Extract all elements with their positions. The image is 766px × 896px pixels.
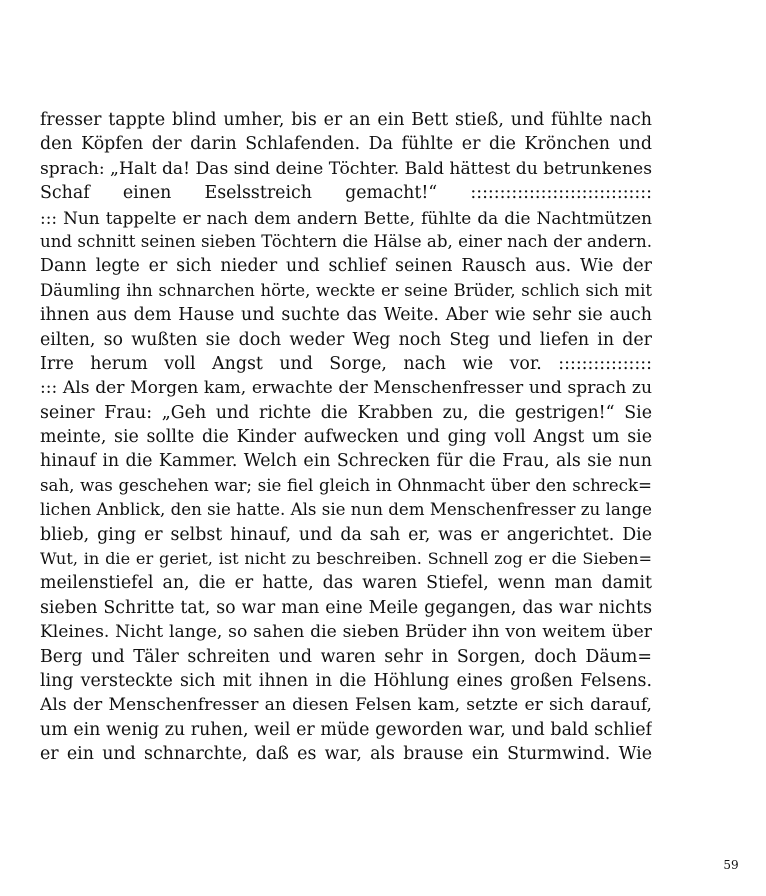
text-line: ::: Nun tappelte er nach dem andern Bette, fühlte da die Nachtmützen <box>40 207 652 228</box>
text-line: sah, was geschehen war; sie fiel gleich in Ohnmacht über den schreck= <box>40 475 652 495</box>
page-number: 59 <box>723 858 739 872</box>
text-line: meilenstiefel an, die er hatte, das waren Stiefel, wenn man damit <box>40 573 652 594</box>
text-line: ling versteckte sich mit ihnen in die Höhlung eines großen Felsens. <box>40 670 652 691</box>
text-line: ihnen aus dem Hause und suchte das Weite. Aber wie sehr sie auch <box>40 305 652 326</box>
text-line: Däumling ihn schnarchen hörte, weckte er seine Brüder, schlich sich mit <box>40 280 652 300</box>
text-line: Wut, in die er geriet, ist nicht zu beschreiben. Schnell zog er die Sieben= <box>40 549 652 569</box>
body-text <box>40 108 652 767</box>
text-line: sieben Schritte tat, so war man eine Meile gegangen, das war nichts <box>40 597 652 618</box>
text-line: Dann legte er sich nieder und schlief seinen Rausch aus. Wie der <box>40 256 652 277</box>
text-line: lichen Anblick, den sie hatte. Als sie nun dem Menschenfresser zu lange <box>40 500 652 520</box>
text-line: fresser tappte blind umher, bis er an ein Bett stieß, und fühlte nach <box>40 110 652 130</box>
text-line: ::: Als der Morgen kam, erwachte der Menschenfresser und sprach zu <box>40 378 652 399</box>
text-line: Irre herum voll Angst und Sorge, nach wie vor. :::::::::::::::: <box>40 353 652 374</box>
text-line: und schnitt seinen sieben Töchtern die Hälse ab, einer nach der andern. <box>40 231 652 251</box>
text-line: Als der Menschenfresser an diesen Felsen kam, setzte er sich darauf, <box>40 695 652 716</box>
text-line: Berg und Täler schreiten und waren sehr in Sorgen, doch Däum= <box>40 646 652 667</box>
text-line: seiner Frau: „Geh und richte die Krabben zu, die gestrigen!“ Sie <box>40 402 652 423</box>
text-line: eilten, so wußten sie doch weder Weg noch Steg und liefen in der <box>40 329 652 350</box>
text-line: sprach: „Halt da! Das sind deine Töchter. Bald hättest du betrunkenes <box>40 158 652 179</box>
text-line: um ein wenig zu ruhen, weil er müde geworden war, und bald schlief <box>40 719 652 740</box>
text-line: blieb, ging er selbst hinauf, und da sah er, was er angerichtet. Die <box>40 524 652 545</box>
text-line: den Köpfen der darin Schlafenden. Da fühlte er die Krönchen und <box>40 134 652 155</box>
text-line: Kleines. Nicht lange, so sahen die sieben Brüder ihn von weitem über <box>40 622 652 643</box>
text-line: er ein und schnarchte, daß es war, als brause ein Sturmwind. Wie <box>40 744 652 765</box>
text-line: hinauf in die Kammer. Welch ein Schrecken für die Frau, als sie nun <box>40 451 652 472</box>
text-line: Schaf einen Eselsstreich gemacht!“ ::::::::::::::::::::::::::::::: <box>40 183 652 204</box>
text-line: meinte, sie sollte die Kinder aufwecken und ging voll Angst um sie <box>40 427 652 448</box>
